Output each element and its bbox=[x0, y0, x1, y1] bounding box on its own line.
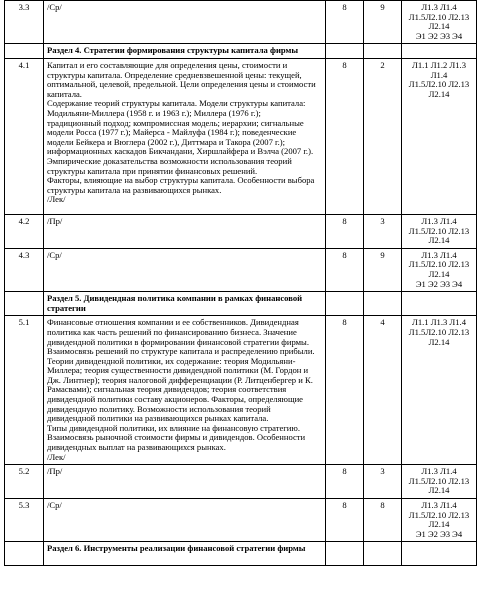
text-line: Дж. Линтнер); теория налоговой дифференциации (Р. Литценбергер и К. bbox=[47, 374, 313, 385]
topic-text bbox=[44, 1, 326, 44]
hours-cell: 9 bbox=[364, 1, 402, 44]
section-title: Раздел 4. Стратегии формирования структуры капитала фирмы bbox=[44, 44, 326, 59]
reference-line: Л2.14 bbox=[428, 88, 450, 99]
text-line: Модильяни-Миллера (1958 г. и 1963 г.); Миллера (1976 г.); bbox=[47, 107, 261, 118]
empty-cell bbox=[5, 44, 44, 59]
text-line: /Лек/ bbox=[47, 451, 66, 462]
text-line: /Пр/ bbox=[47, 215, 63, 226]
empty-cell bbox=[326, 292, 364, 316]
reference-line: Л2.14 bbox=[428, 336, 450, 347]
table-row bbox=[5, 499, 477, 542]
topic-number: 4.3 bbox=[5, 248, 44, 291]
topic-number: 4.2 bbox=[5, 214, 44, 248]
empty-cell bbox=[326, 44, 364, 59]
text-line: Типы дивидендной политики, их влияние на финансовую стратегию. bbox=[47, 422, 300, 433]
semester-cell: 8 bbox=[326, 316, 364, 465]
text-line: модели Бейкера и Вюглера (2002 г.), Диттмара и Такора (2007 г.); bbox=[47, 136, 285, 147]
hours-cell: 4 bbox=[364, 316, 402, 465]
text-line: Теории дивидендной политики, их содержание: теория Модильяни- bbox=[47, 355, 296, 366]
semester-cell: 8 bbox=[326, 1, 364, 44]
text-line: информационных каскадов Бикчандани, Хиршлайфера и Вэлча (2007 г.). bbox=[47, 146, 314, 157]
reference-line: Э1 Э2 Э3 Э4 bbox=[415, 30, 463, 41]
empty-cell bbox=[402, 542, 477, 566]
reference-line: Л1.5Л2.10 Л2.13 bbox=[408, 11, 470, 22]
empty-cell bbox=[5, 292, 44, 316]
hours-cell: 8 bbox=[364, 499, 402, 542]
reference-line: Л1.3 Л1.4 bbox=[421, 466, 457, 477]
references-cell bbox=[402, 499, 477, 542]
text-line: /Ср/ bbox=[47, 249, 62, 260]
text-line: Рамасвами); сигнальная теория дивидендов; теория соответствия bbox=[47, 384, 287, 395]
references-cell bbox=[402, 58, 477, 214]
hours-cell: 3 bbox=[364, 214, 402, 248]
semester-cell: 8 bbox=[326, 58, 364, 214]
text-line: Взаимосвязь рыночной стоимости фирмы и дивидендов. Особенности bbox=[47, 432, 306, 443]
table-row bbox=[5, 214, 477, 248]
empty-cell bbox=[402, 292, 477, 316]
semester-cell: 8 bbox=[326, 214, 364, 248]
text-line: Содержание теорий структуры капитала. Модели структуры капитала: bbox=[47, 98, 306, 109]
reference-line: Л2.14 bbox=[428, 235, 450, 246]
empty-cell bbox=[326, 542, 364, 566]
reference-line: Л2.14 bbox=[428, 519, 450, 530]
empty-cell bbox=[364, 542, 402, 566]
text-line: оптимальной, целевой, предельной. Цели определения цены и стоимости bbox=[47, 79, 316, 90]
semester-cell: 8 bbox=[326, 465, 364, 499]
text-line: структуры капитала. Определение средневзвешенной цены: текущей, bbox=[47, 69, 302, 80]
text-line: /Лек/ bbox=[47, 194, 66, 205]
empty-cell bbox=[402, 44, 477, 59]
reference-line: Л1.3 Л1.4 bbox=[421, 249, 457, 260]
references-cell bbox=[402, 248, 477, 291]
text-line: Эмпирические доказательства возможности использования теорий bbox=[47, 155, 292, 166]
reference-line: Л1.3 Л1.4 bbox=[421, 215, 457, 226]
reference-line: Л1.1 Л1.3 Л1.4 bbox=[411, 317, 466, 328]
table-row bbox=[5, 465, 477, 499]
text-line: политика как часть решений по финансированию бизнеса. Значение bbox=[47, 326, 297, 337]
section-row bbox=[5, 542, 477, 566]
text-line: дивидендных выплат на развивающихся рынках. bbox=[47, 442, 226, 453]
reference-line: Л2.14 bbox=[428, 268, 450, 279]
empty-cell bbox=[364, 292, 402, 316]
section-title: Раздел 6. Инструменты реализации финансовой стратегии фирмы bbox=[44, 542, 326, 566]
topic-text bbox=[44, 214, 326, 248]
topic-text bbox=[44, 316, 326, 465]
reference-line: Л1.3 Л1.4 bbox=[421, 500, 457, 510]
reference-line: Л1.5Л2.10 Л2.13 bbox=[408, 326, 470, 337]
table-row bbox=[5, 316, 477, 465]
section-row bbox=[5, 292, 477, 316]
semester-cell: 8 bbox=[326, 248, 364, 291]
topic-text bbox=[44, 499, 326, 542]
curriculum-table bbox=[4, 0, 477, 566]
empty-cell bbox=[5, 542, 44, 566]
text-line: структуры капитала на развивающихся рынках. bbox=[47, 184, 222, 195]
table-row bbox=[5, 58, 477, 214]
hours-cell: 9 bbox=[364, 248, 402, 291]
reference-line: Л1.5Л2.10 Л2.13 bbox=[408, 225, 470, 236]
reference-line: Л2.14 bbox=[428, 485, 450, 496]
hours-cell: 3 bbox=[364, 465, 402, 499]
text-line: Миллера; теория существенности дивидендной политики (М. Гордон и bbox=[47, 365, 309, 376]
reference-line: Э1 Э2 Э3 Э4 bbox=[415, 278, 463, 289]
reference-line: Л2.14 bbox=[428, 21, 450, 32]
text-line: структуры капитала при принятии финансовых решений. bbox=[47, 165, 258, 176]
text-line: Капитал и его составляющие для определения цены, стоимости и bbox=[47, 59, 288, 70]
reference-line: Л1.5Л2.10 Л2.13 bbox=[408, 79, 470, 90]
topic-number: 3.3 bbox=[5, 1, 44, 44]
topic-text bbox=[44, 58, 326, 214]
table-row bbox=[5, 248, 477, 291]
topic-number: 5.1 bbox=[5, 316, 44, 465]
topic-number: 4.1 bbox=[5, 58, 44, 214]
reference-line: Э1 Э2 Э3 Э4 bbox=[415, 528, 463, 539]
text-line: дивидендную политику. Возможности использования теорий bbox=[47, 403, 271, 414]
reference-line: Л1.5Л2.10 Л2.13 bbox=[408, 259, 470, 270]
reference-line: Л1.5Л2.10 Л2.13 bbox=[408, 509, 470, 520]
reference-line: Л1.5Л2.10 Л2.13 bbox=[408, 475, 470, 486]
semester-cell: 8 bbox=[326, 499, 364, 542]
topic-text bbox=[44, 248, 326, 291]
text-line: Финансовые отношения компании и ее собственников. Дивидендная bbox=[47, 317, 299, 328]
text-line: Факторы, влияющие на выбор структуры капитала. Особенности выбора bbox=[47, 175, 315, 186]
reference-line: Л1.1 Л1.2 Л1.3 Л1.4 bbox=[411, 59, 466, 80]
table-row bbox=[5, 1, 477, 44]
topic-number: 5.2 bbox=[5, 465, 44, 499]
table-body bbox=[5, 1, 477, 566]
text-line: /Ср/ bbox=[47, 500, 62, 510]
text-line: /Ср/ bbox=[47, 2, 62, 12]
references-cell bbox=[402, 316, 477, 465]
empty-cell bbox=[364, 44, 402, 59]
text-line: дивидендной политики на развивающихся рынках капитала. bbox=[47, 413, 269, 424]
text-line: дивидендной политики в формировании финансовой стратегии фирмы. bbox=[47, 336, 309, 347]
text-line: дивидендной политики составу акционеров. Факторы, определяющие bbox=[47, 394, 303, 405]
text-line: модели Росса (1977 г.); Майерса - Майлуфа (1984 г.); поведенческие bbox=[47, 127, 297, 138]
section-row bbox=[5, 44, 477, 59]
text-line: традиционный подход; компромиссная модель; иерархии; сигнальные bbox=[47, 117, 304, 128]
hours-cell: 2 bbox=[364, 58, 402, 214]
text-line: /Пр/ bbox=[47, 466, 63, 477]
text-line: капитала. bbox=[47, 88, 82, 99]
topic-text bbox=[44, 465, 326, 499]
topic-number: 5.3 bbox=[5, 499, 44, 542]
section-title: Раздел 5. Дивидендная политика компании в рамках финансовой стратегии bbox=[44, 292, 326, 316]
reference-line: Л1.3 Л1.4 bbox=[421, 2, 457, 12]
text-line: Взаимосвязь решений по структуре капитала и распределению прибыли. bbox=[47, 346, 315, 357]
references-cell bbox=[402, 465, 477, 499]
references-cell bbox=[402, 1, 477, 44]
references-cell bbox=[402, 214, 477, 248]
